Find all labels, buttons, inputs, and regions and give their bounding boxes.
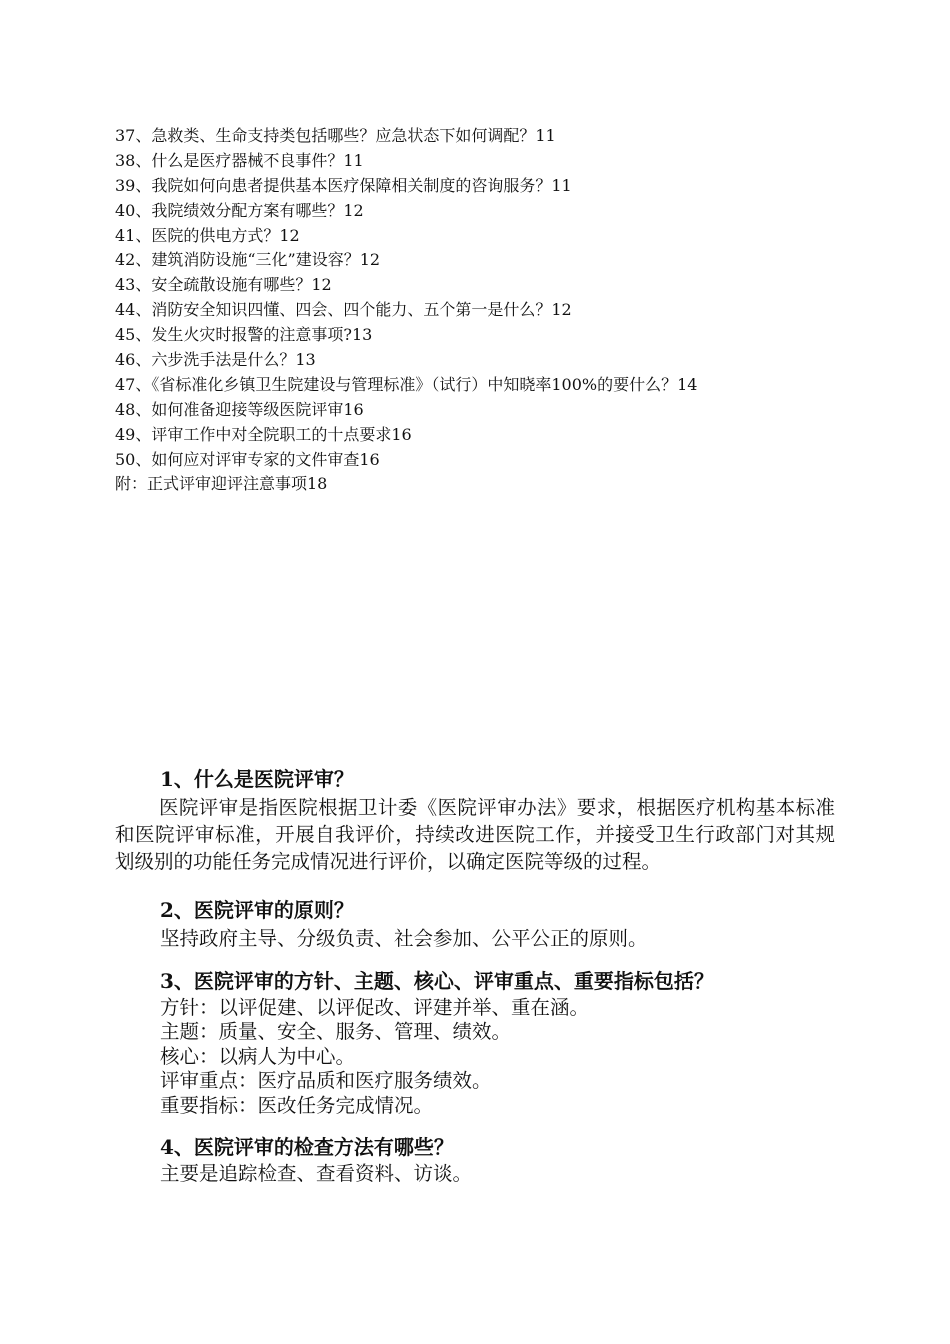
toc-entry: 45、发生火灾时报警的注意事项?13 xyxy=(115,325,373,345)
section-title: 1、什么是医院评审？ xyxy=(160,767,354,791)
answer-line: 方针：以评促建、以评促改、评建并举、重在涵。 xyxy=(160,995,590,1019)
document-body xyxy=(115,764,835,1201)
answer-line: 重要指标：医改任务完成情况。 xyxy=(160,1093,434,1117)
toc-entry-appendix: 附：正式评审迎评注意事项18 xyxy=(115,474,328,494)
section-answer: 坚持政府主导、分级负责、社会参加、公平公正的原则。 xyxy=(160,927,648,950)
toc-entry: 41、医院的供电方式？12 xyxy=(115,225,300,245)
answer-line: 评审重点：医疗品质和医疗服务绩效。 xyxy=(160,1069,492,1092)
answer-line: 主题：质量、安全、服务、管理、绩效。 xyxy=(160,1020,512,1043)
toc-entry: 37、急救类、生命支持类包括哪些？应急状态下如何调配？11 xyxy=(115,126,556,145)
toc-entry: 39、我院如何向患者提供基本医疗保障相关制度的咨询服务？11 xyxy=(115,175,572,195)
section-answer: 主要是追踪检查、查看资料、访谈。 xyxy=(160,1162,473,1185)
section-4 xyxy=(115,1132,835,1187)
toc-entry: 50、如何应对评审专家的文件审查16 xyxy=(115,449,380,469)
section-title: 3、医院评审的方针、主题、核心、评审重点、重要指标包括？ xyxy=(160,968,714,993)
toc-entry: 48、如何准备迎接等级医院评审16 xyxy=(115,399,364,419)
toc-entry: 42、建筑消防设施“三化”建设容？12 xyxy=(115,250,381,270)
section-paragraph: 医院评审是指医院根据卫计委《医院评审办法》要求，根据医疗机构基本标准和医院评审标准，开展自我评价，持续改进医院工作，并接受卫生行政部门对其规划级别的功能任务完成情况进行评价，以确定医院等级的过程。 xyxy=(115,796,835,873)
section-1 xyxy=(115,764,835,875)
toc-entry: 49、评审工作中对全院职工的十点要求16 xyxy=(115,424,412,444)
section-3 xyxy=(115,966,835,1119)
toc-entry: 38、什么是医疗器械不良事件？11 xyxy=(115,150,364,170)
section-title: 4、医院评审的检查方法有哪些？ xyxy=(160,1135,454,1159)
toc-entry: 43、安全疏散设施有哪些？12 xyxy=(115,275,332,295)
toc-entry: 47、《省标准化乡镇卫生院建设与管理标准》（试行）中知晓率100%的要什么？14 xyxy=(115,374,698,394)
section-title: 2、医院评审的原则？ xyxy=(160,898,354,922)
section-2 xyxy=(115,895,835,952)
table-of-contents xyxy=(115,124,875,497)
toc-entry: 40、我院绩效分配方案有哪些？12 xyxy=(115,200,364,220)
toc-entry: 46、六步洗手法是什么？13 xyxy=(115,350,316,370)
toc-entry: 44、消防安全知识四懂、四会、四个能力、五个第一是什么？12 xyxy=(115,300,572,320)
answer-line: 核心：以病人为中心。 xyxy=(160,1044,356,1068)
